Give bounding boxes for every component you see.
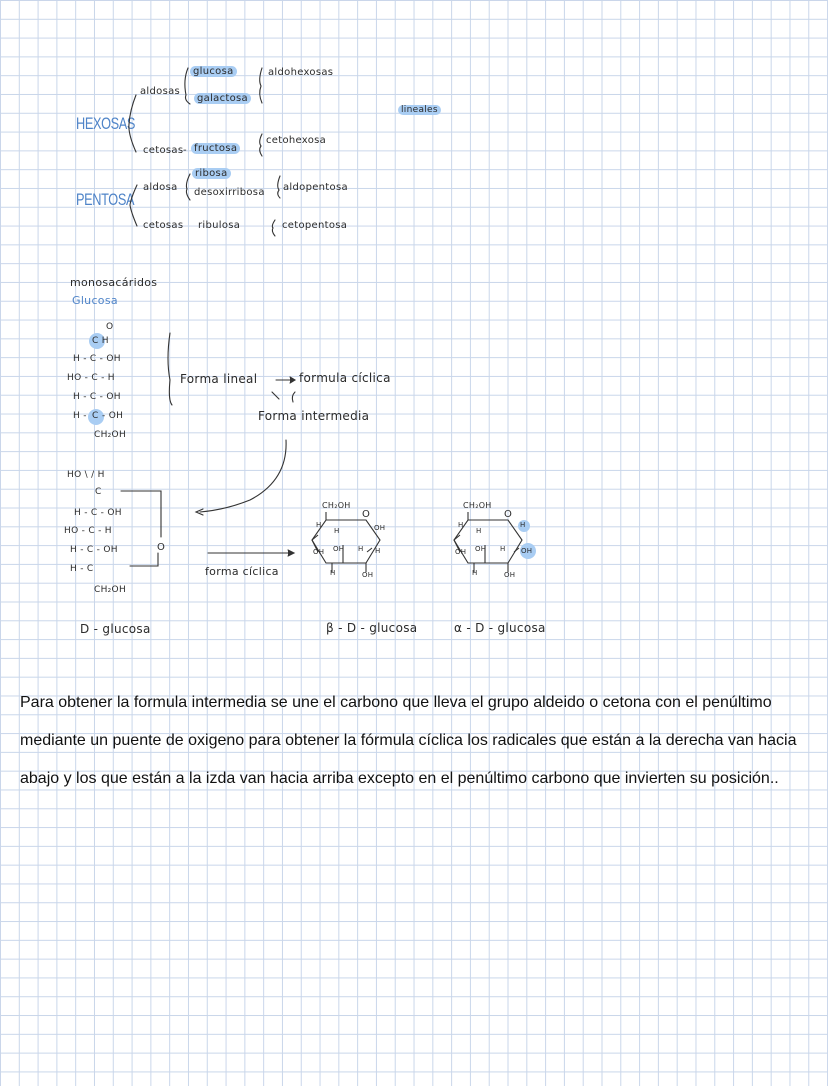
alpha-oh-anomeric: OH bbox=[521, 547, 533, 555]
beta-oh1: OH bbox=[374, 524, 386, 532]
curved-arrow bbox=[200, 440, 286, 512]
o-bridge-label: O bbox=[157, 542, 166, 553]
ribosa-label: ribosa bbox=[192, 168, 231, 179]
linear-row-0: C H bbox=[92, 336, 109, 346]
linear-row-4-left: H - bbox=[73, 411, 87, 421]
cetohexosa-label: cetohexosa bbox=[266, 135, 327, 146]
alpha-ring bbox=[454, 512, 522, 572]
intermediate-row-2: HO - C - H bbox=[64, 526, 112, 536]
pentosa-brace bbox=[130, 185, 137, 226]
linear-row-4-c: C bbox=[92, 411, 99, 421]
alpha-oh2: OH bbox=[455, 548, 467, 556]
intermediate-row-1: H - C - OH bbox=[74, 508, 122, 518]
alpha-oh3: OH bbox=[475, 545, 487, 553]
intermediate-row-5: CH₂OH bbox=[94, 585, 127, 595]
dash-separator: - bbox=[183, 145, 187, 156]
ribulosa-label: ribulosa bbox=[198, 220, 241, 231]
intermediate-row-3: H - C - OH bbox=[70, 545, 118, 555]
hexosas-brace bbox=[129, 95, 136, 152]
alpha-d-glucosa-caption: α - D - glucosa bbox=[454, 621, 546, 635]
alpha-ch2oh: CH₂OH bbox=[463, 501, 492, 510]
beta-h2: H bbox=[334, 527, 340, 535]
beta-h1: H bbox=[316, 521, 322, 529]
beta-oh2: OH bbox=[313, 548, 325, 556]
glucosa-label: glucosa bbox=[190, 66, 237, 77]
alpha-h2: H bbox=[476, 527, 482, 535]
linear-brace bbox=[168, 333, 172, 405]
aldosa-pent-label: aldosa bbox=[143, 182, 178, 193]
beta-ring bbox=[312, 512, 380, 572]
linear-row-4-right: - OH bbox=[102, 411, 124, 421]
monosacaridos-title: monosacáridos bbox=[70, 276, 158, 289]
alpha-ring-o: O bbox=[504, 509, 513, 520]
aldehyde-o: O bbox=[106, 322, 114, 332]
aldosa-brace bbox=[186, 174, 190, 200]
alpha-h-anomeric: H bbox=[520, 521, 526, 529]
cetosas-pent-label: cetosas bbox=[143, 220, 184, 231]
alpha-h5: H bbox=[472, 569, 478, 577]
beta-d-glucosa-caption: β - D - glucosa bbox=[326, 621, 418, 635]
aldosas-brace bbox=[185, 68, 190, 104]
beta-h3: H bbox=[358, 545, 364, 553]
beta-ring-o: O bbox=[362, 509, 371, 520]
glucosa-subtitle: Glucosa bbox=[72, 294, 118, 307]
aldosas-label: aldosas bbox=[140, 86, 181, 97]
fructosa-label: fructosa bbox=[191, 143, 240, 154]
forma-ciclica-small-label: forma cíclica bbox=[205, 565, 279, 578]
pentosa-heading: PENTOSA bbox=[76, 190, 135, 209]
beta-ch2oh: CH₂OH bbox=[322, 501, 351, 510]
formula-ciclica-label: formula cíclica bbox=[299, 371, 391, 385]
lineales-label: lineales bbox=[398, 105, 441, 115]
cetohexosa-brace bbox=[260, 134, 262, 156]
cetopentosa-brace bbox=[272, 220, 275, 236]
desoxirribosa-label: desoxirribosa bbox=[194, 187, 265, 198]
cetosas-hex-label: cetosas bbox=[143, 145, 184, 156]
aldohexosas-brace bbox=[260, 68, 262, 103]
cetopentosa-label: cetopentosa bbox=[282, 220, 348, 231]
beta-oh3: OH bbox=[333, 545, 345, 553]
beta-oh4: OH bbox=[362, 571, 374, 579]
intermediate-top: HO \ / H bbox=[67, 470, 105, 480]
explanation-paragraph: Para obtener la formula intermedia se une el carbono que lleva el grupo aldeido o cetona con el penúltimo mediante un puente de oxigeno para obtener la fórmula cíclica los radicales que están a la derecha van hacia abajo y los que están a la izda van hacia arriba excepto en el penúltimo carbono que invierten su posición.. bbox=[20, 694, 797, 787]
forma-intermedia-label: Forma intermedia bbox=[258, 409, 370, 423]
linear-row-2: HO - C - H bbox=[67, 373, 115, 383]
beta-h5: H bbox=[330, 569, 336, 577]
beta-h4: H bbox=[375, 547, 381, 555]
linear-row-5: CH₂OH bbox=[94, 430, 127, 440]
intermediate-row-4: H - C bbox=[70, 564, 94, 574]
alpha-h3: H bbox=[500, 545, 506, 553]
o-bridge-bracket bbox=[121, 491, 161, 537]
d-glucosa-caption: D - glucosa bbox=[80, 622, 151, 636]
alpha-h1: H bbox=[458, 521, 464, 529]
aldopentosa-label: aldopentosa bbox=[283, 182, 348, 193]
alpha-oh4: OH bbox=[504, 571, 516, 579]
hexosas-heading: HEXOSAS bbox=[76, 114, 136, 133]
linear-row-1: H - C - OH bbox=[73, 354, 121, 364]
linear-row-3: H - C - OH bbox=[73, 392, 121, 402]
aldohexosas-label: aldohexosas bbox=[268, 67, 334, 78]
aldopentosa-brace bbox=[278, 176, 280, 198]
intermediate-row-0: C bbox=[95, 487, 102, 497]
galactosa-label: galactosa bbox=[194, 93, 251, 104]
forma-lineal-label: Forma lineal bbox=[180, 372, 258, 386]
